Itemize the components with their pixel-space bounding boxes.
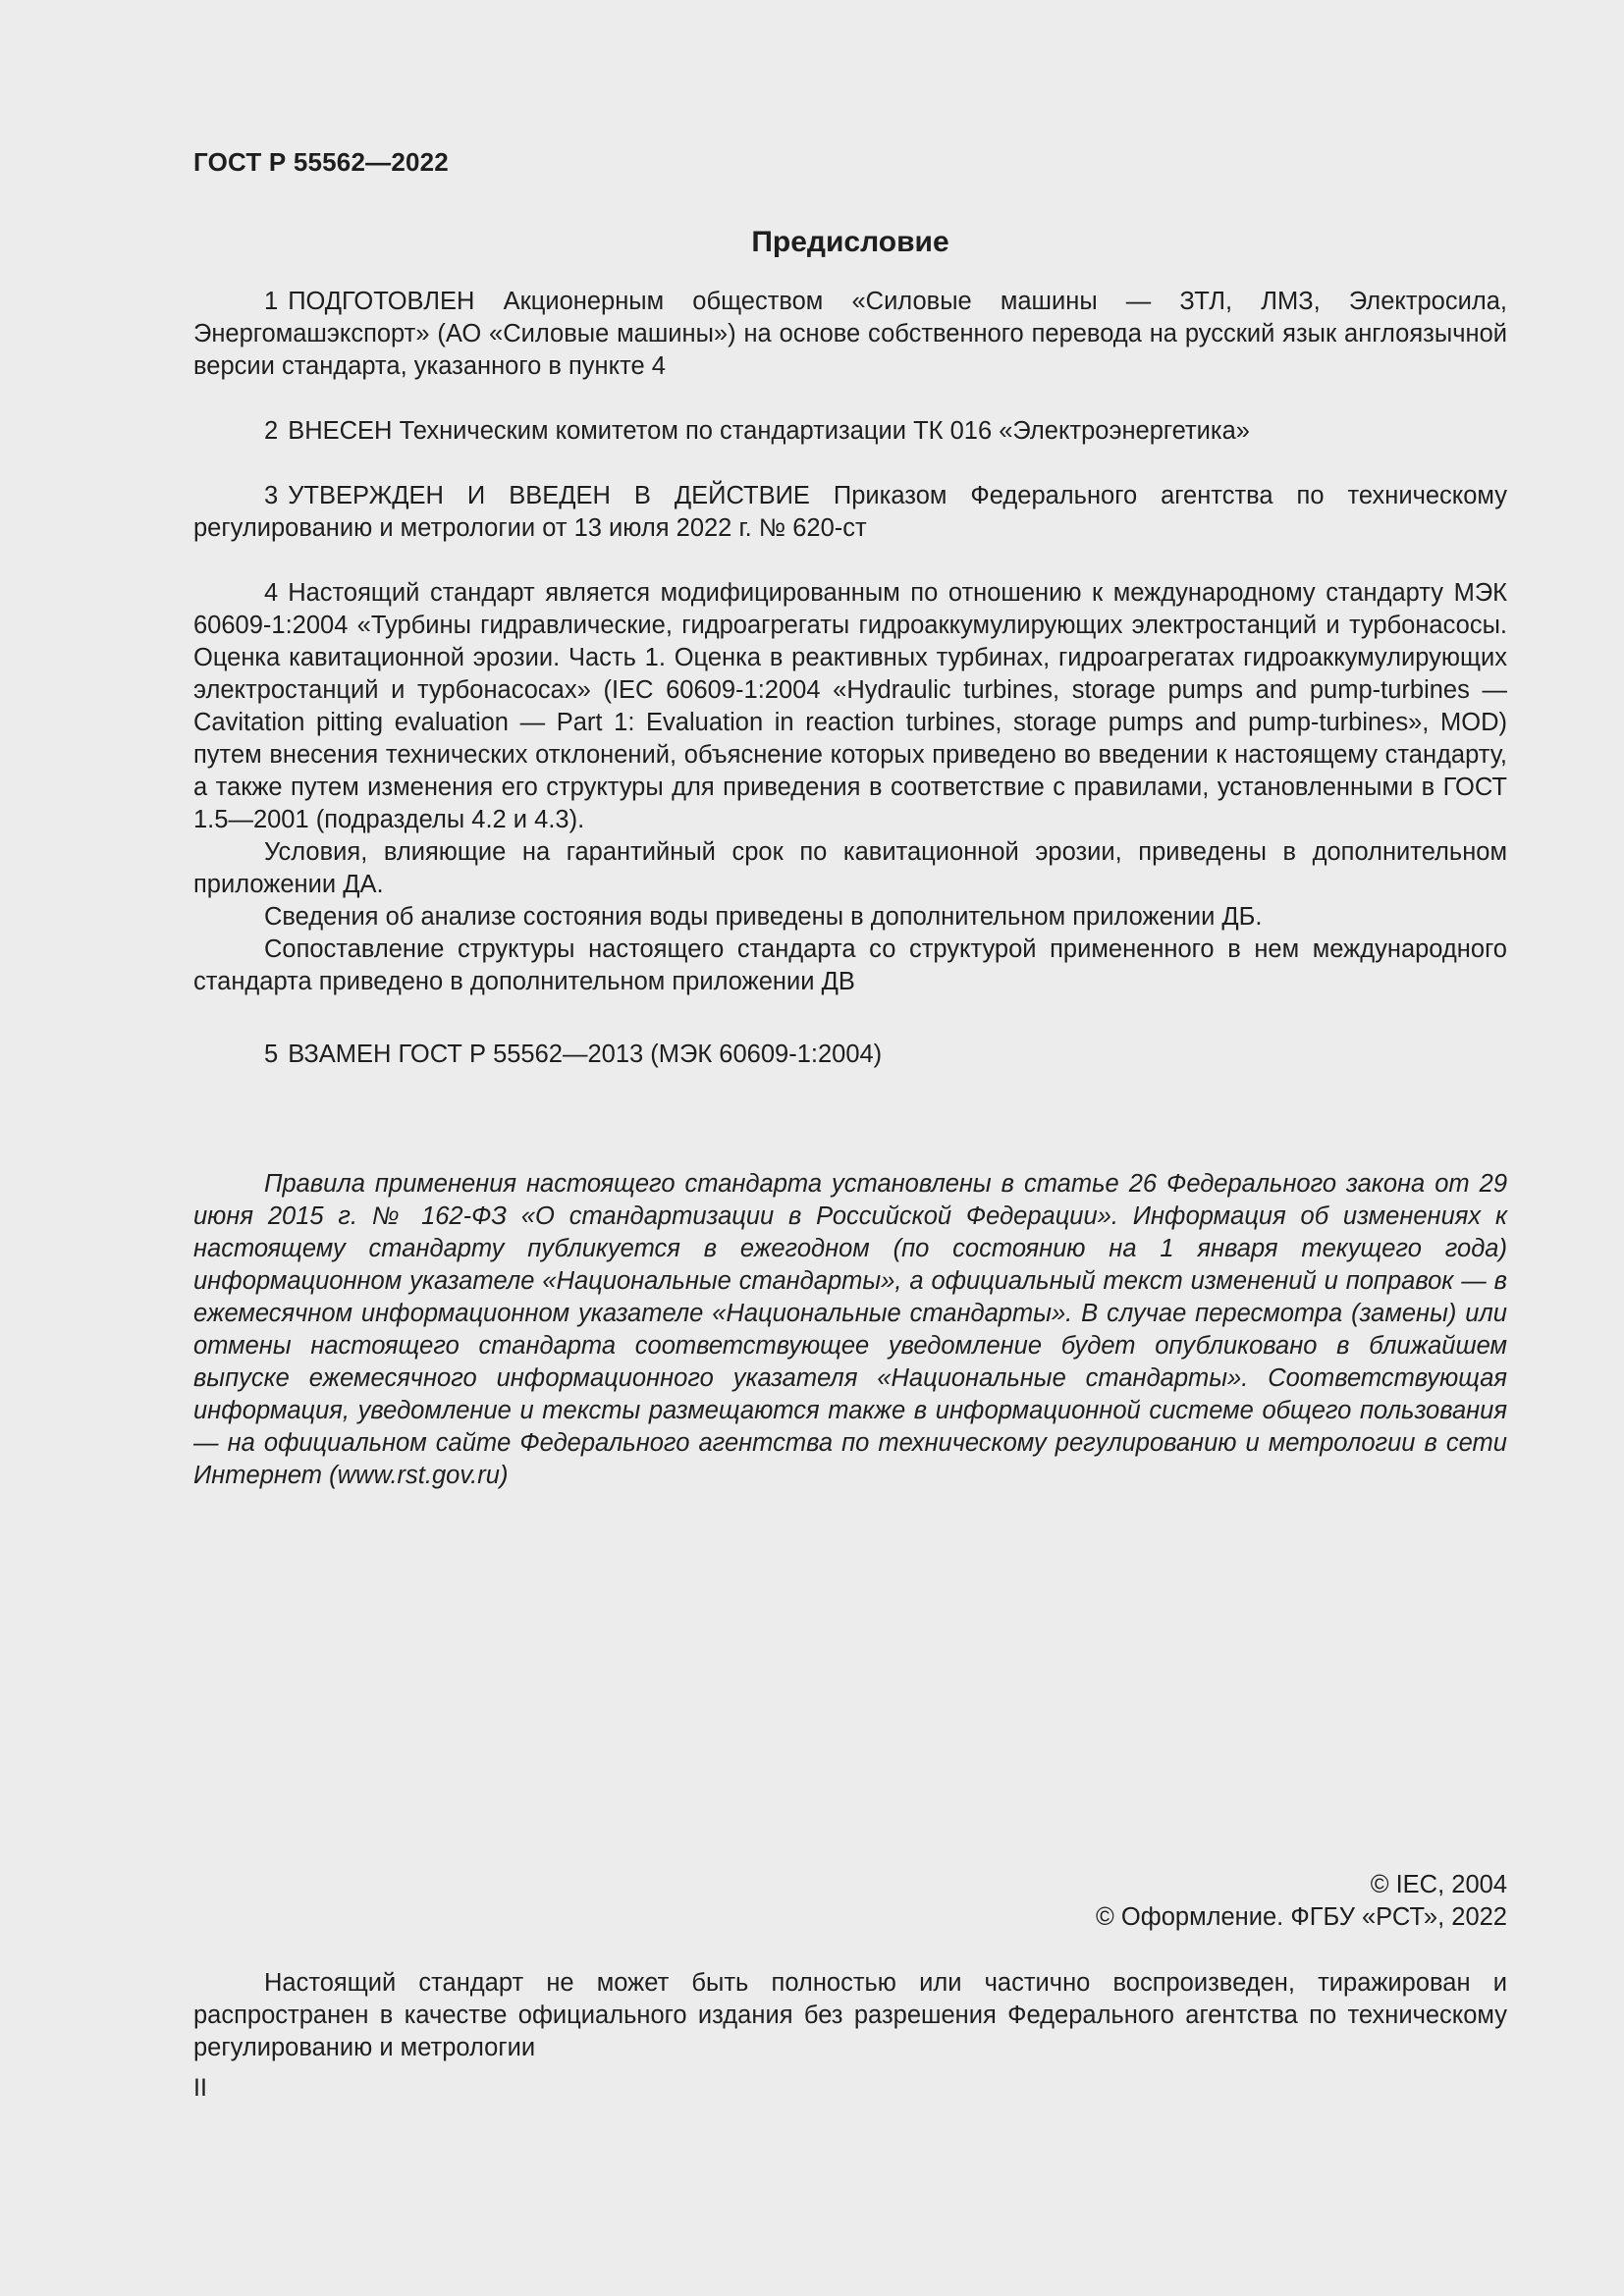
copyright-rst: © Оформление. ФГБУ «РСТ», 2022	[1096, 1903, 1507, 1931]
item-text: Акционерным обществом «Силовые машины — ЗТЛ, ЛМЗ, Электросила, Энергомашэкспорт» (АО «Силовые машины») на основе собственного перевода на русский язык англоязычной версии стандарта, указанного в пункте 4	[193, 288, 1507, 380]
document-page	[193, 0, 1507, 2296]
item-lead: ВЗАМЕН	[288, 1041, 392, 1068]
item-text: ГОСТ Р 55562—2013 (МЭК 60609-1:2004)	[398, 1041, 883, 1068]
item-lead: ВНЕСЕН	[288, 417, 393, 445]
rights-text: Настоящий стандарт не может быть полностью или частично воспроизведен, тиражирован и распространен в качестве официального издания без разрешения Федерального агентства по техническому регулированию и метрологии	[193, 1969, 1507, 2061]
document-id: ГОСТ Р 55562—2022	[193, 147, 449, 177]
item-number: 1	[264, 288, 279, 315]
item-number: 3	[264, 482, 279, 509]
page-title: Предисловие	[751, 226, 949, 258]
preface-item-2	[193, 415, 1507, 448]
item-text: Приказом Федерального агентства по техническому регулированию и метрологии от 13 июля 2022 г. № 620-ст	[193, 482, 1507, 542]
item-lead: ПОДГОТОВЛЕН	[288, 288, 475, 315]
application-rules-notice	[193, 1168, 1507, 1492]
copyright-block	[1096, 1869, 1507, 1934]
item-number: 4	[264, 579, 279, 607]
preface-item-3	[193, 480, 1507, 545]
item-extra-paragraph: Сопоставление структуры настоящего стандарта со структурой примененного в нем международного стандарта приведено в дополнительном приложении ДВ	[193, 935, 1507, 995]
copyright-iec: © IEC, 2004	[1370, 1871, 1507, 1898]
item-extra-paragraph: Сведения об анализе состояния воды приведены в дополнительном приложении ДБ.	[264, 903, 1263, 931]
item-text: Настоящий стандарт является модифицированным по отношению к международному стандарту МЭК 60609-1:2004 «Турбины гидравлические, гидроагрегаты гидроаккумулирующих электростанций и турбонасосы. Оценка кавитационной эрозии. Часть 1. Оценка в реактивных турбинах, гидроагрегатах гидроаккумулирующих электростанций и турбонасосах» (IEC 60609-1:2004 «Hydraulic turbines, storage pumps and pump-turbines — Cavitation pitting evaluation — Part 1: Evaluation in reaction turbines, storage pumps and pump-turbines», MOD) путем внесения технических отклонений, объяснение которых приведено во введении к настоящему стандарту, а также путем изменения его структуры для приведения в соответствие с правилами, установленными в ГОСТ 1.5—2001 (подразделы 4.2 и 4.3).	[193, 579, 1507, 833]
preface-item-5	[193, 1039, 1507, 1071]
item-extra-paragraph: Условия, влияющие на гарантийный срок по кавитационной эрозии, приведены в дополнительном приложении ДА.	[193, 838, 1507, 898]
preface-item-1	[193, 286, 1507, 383]
reproduction-rights-notice	[193, 1967, 1507, 2064]
notice-text: Правила применения настоящего стандарта установлены в статье 26 Федерального закона от 29 июня 2015 г. № 162-ФЗ «О стандартизации в Российской Федерации». Информация об изменениях к настоящему стандарту публикуется в ежегодном (по состоянию на 1 января текущего года) информационном указателе «Национальные стандарты», а официальный текст изменений и поправок — в ежемесячном информационном указателе «Национальные стандарты». В случае пересмотра (замены) или отмены настоящего стандарта соответствующее уведомление будет опубликовано в ближайшем выпуске ежемесячного информационного указателя «Национальные стандарты». Соответствующая информация, уведомление и тексты размещаются также в информационной системе общего пользования — на официальном сайте Федерального агентства по техническому регулированию и метрологии в сети Интернет (www.rst.gov.ru)	[193, 1170, 1507, 1489]
item-text: Техническим комитетом по стандартизации ТК 016 «Электроэнергетика»	[399, 417, 1250, 445]
item-number: 2	[264, 417, 279, 445]
preface-item-4	[193, 577, 1507, 998]
page-number: II	[193, 2074, 207, 2102]
item-number: 5	[264, 1041, 279, 1068]
item-lead: УТВЕРЖДЕН И ВВЕДЕН В ДЕЙСТВИЕ	[288, 482, 810, 509]
